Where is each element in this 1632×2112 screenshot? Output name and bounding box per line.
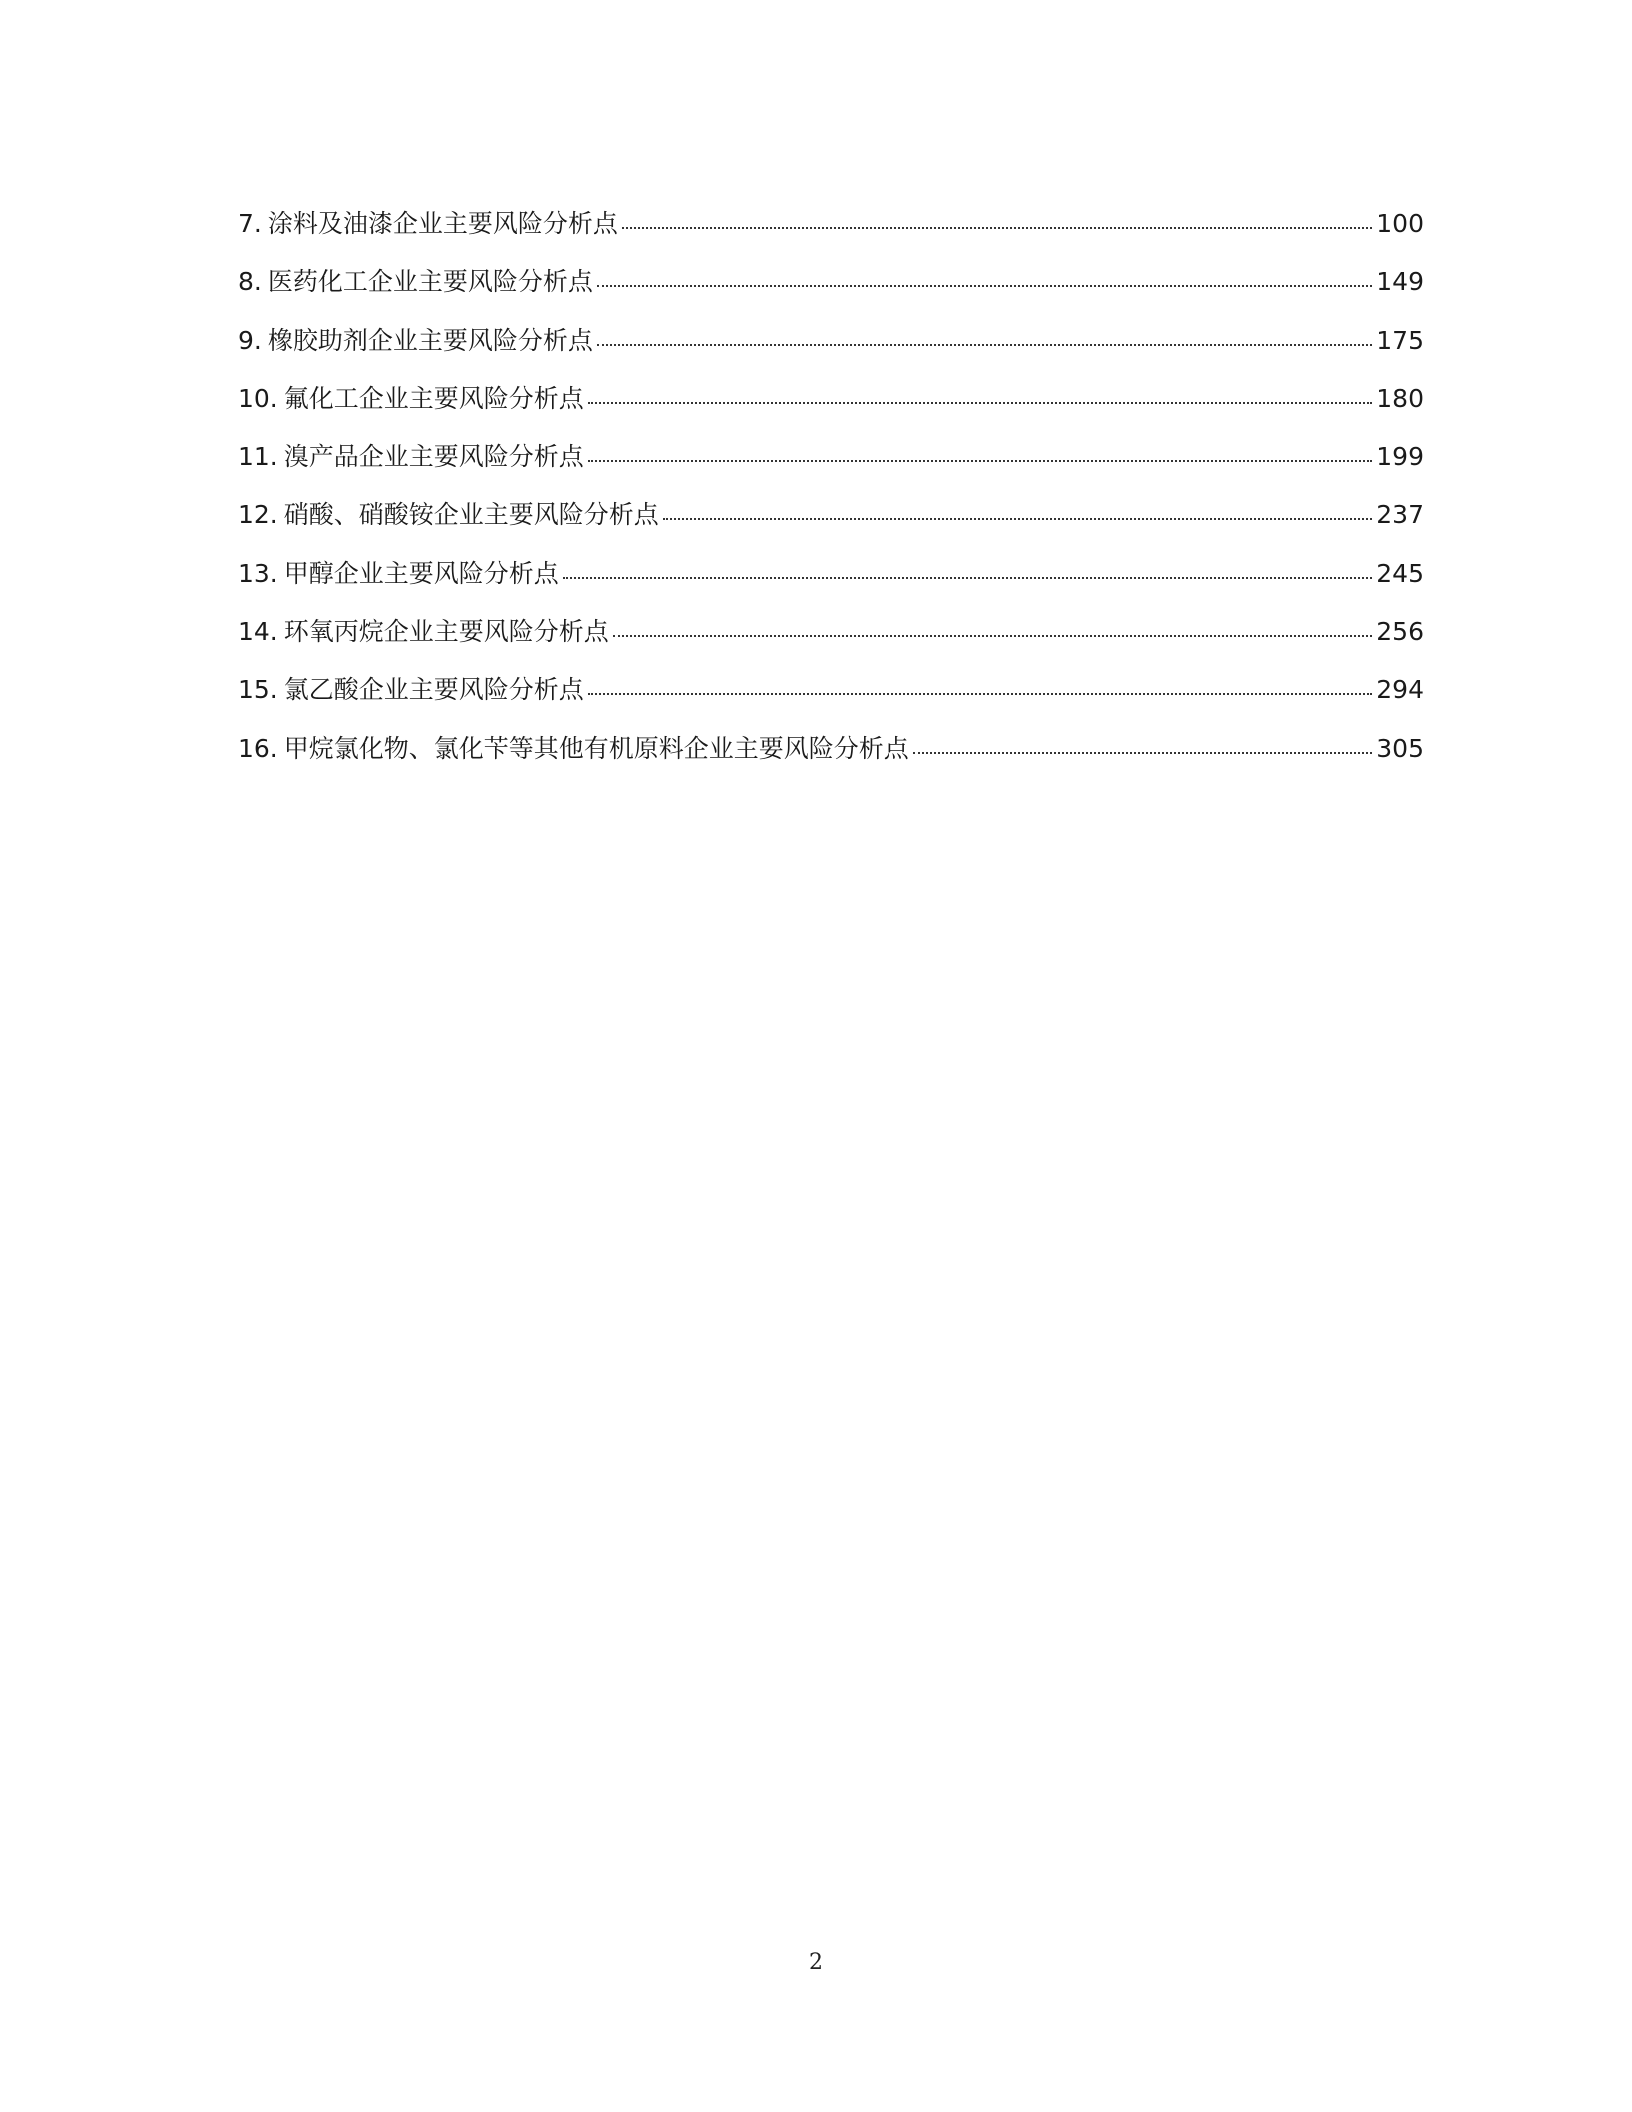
- toc-entry-number: 8.: [238, 267, 262, 297]
- toc-entry-page: 180: [1376, 383, 1424, 413]
- toc-dot-leader: [563, 575, 1373, 579]
- toc-entry-title: 甲烷氯化物、氯化苄等其他有机原料企业主要风险分析点: [283, 733, 909, 763]
- toc-dot-leader: [913, 750, 1373, 754]
- page-number: 2: [809, 1950, 823, 1975]
- toc-entry-number: 16.: [238, 733, 278, 763]
- toc-entry-page: 305: [1376, 733, 1424, 763]
- toc-entry[interactable]: [238, 381, 1424, 439]
- toc-entry-title: 氯乙酸企业主要风险分析点: [283, 675, 584, 705]
- toc-entry[interactable]: [238, 556, 1424, 614]
- toc-entry-number: 7.: [238, 209, 262, 238]
- toc-entry-title: 甲醇企业主要风险分析点: [283, 558, 559, 588]
- toc-dot-leader: [622, 225, 1372, 229]
- toc-entry-page: 149: [1376, 267, 1424, 297]
- toc-dot-leader: [597, 283, 1372, 287]
- toc-entry[interactable]: [238, 497, 1424, 555]
- toc-dot-leader: [588, 458, 1373, 462]
- toc-entry-title: 医药化工企业主要风险分析点: [267, 267, 593, 297]
- toc-dot-leader: [613, 633, 1373, 637]
- toc-entry-page: 256: [1376, 617, 1424, 647]
- toc-entry-page: 294: [1376, 675, 1424, 705]
- toc-entry-number: 14.: [238, 617, 278, 647]
- toc-entry-title: 涂料及油漆企业主要风险分析点: [267, 209, 618, 238]
- toc-dot-leader: [588, 691, 1373, 695]
- toc-entry-page: 175: [1376, 325, 1424, 355]
- toc-entry-number: 11.: [238, 442, 278, 472]
- toc-entry[interactable]: [238, 439, 1424, 497]
- toc-entry[interactable]: [238, 672, 1424, 730]
- toc-entry-number: 15.: [238, 675, 278, 705]
- toc-entry-page: 100: [1376, 209, 1424, 238]
- toc-entry[interactable]: [238, 206, 1424, 264]
- toc-entry-title: 氟化工企业主要风险分析点: [283, 383, 584, 413]
- toc-entry-number: 12.: [238, 500, 278, 530]
- table-of-contents: [238, 206, 1424, 789]
- toc-dot-leader: [663, 516, 1373, 520]
- toc-entry-number: 13.: [238, 558, 278, 588]
- toc-entry-page: 245: [1376, 558, 1424, 588]
- toc-entry-page: 199: [1376, 442, 1424, 472]
- toc-dot-leader: [597, 342, 1372, 346]
- toc-entry[interactable]: [238, 323, 1424, 381]
- toc-entry-number: 9.: [238, 325, 262, 355]
- toc-entry-title: 硝酸、硝酸铵企业主要风险分析点: [283, 500, 659, 530]
- toc-entry[interactable]: [238, 731, 1424, 789]
- toc-entry[interactable]: [238, 614, 1424, 672]
- toc-entry-title: 橡胶助剂企业主要风险分析点: [267, 325, 593, 355]
- toc-entry[interactable]: [238, 264, 1424, 322]
- toc-dot-leader: [588, 400, 1373, 404]
- toc-entry-number: 10.: [238, 383, 278, 413]
- toc-entry-title: 环氧丙烷企业主要风险分析点: [283, 617, 609, 647]
- toc-entry-title: 溴产品企业主要风险分析点: [283, 442, 584, 472]
- toc-entry-page: 237: [1376, 500, 1424, 530]
